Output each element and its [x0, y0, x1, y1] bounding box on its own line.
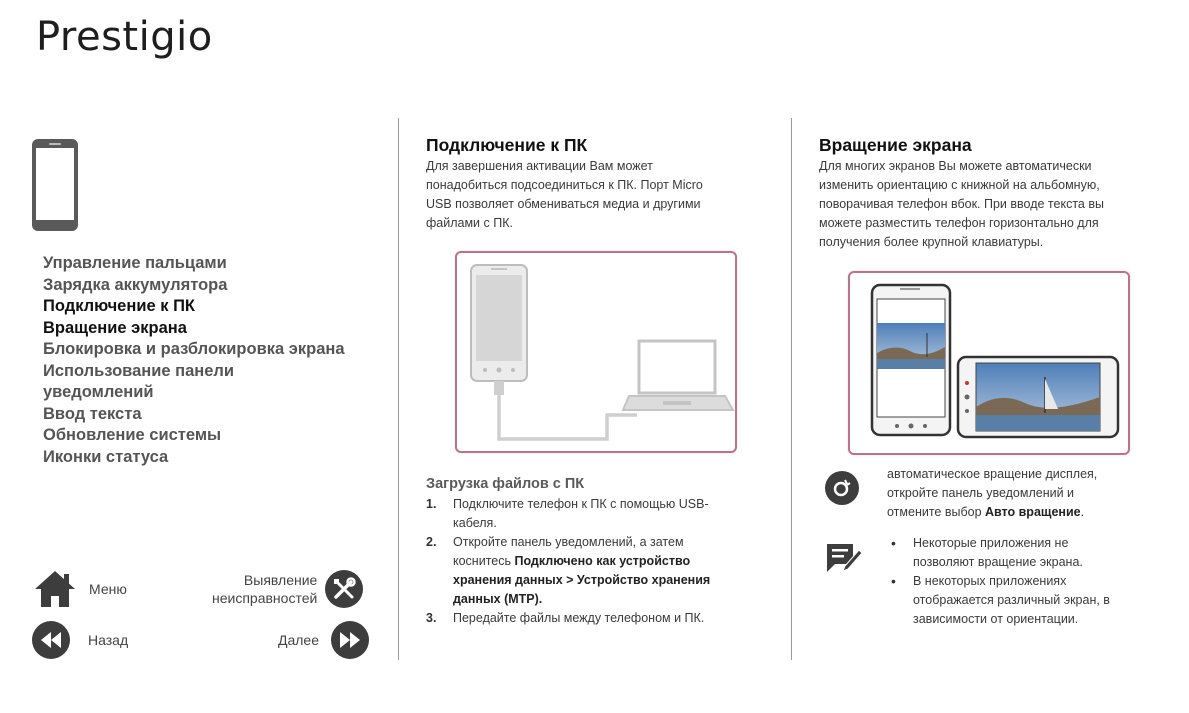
- phone-outline-icon: [30, 137, 80, 233]
- back-label: Назад: [88, 632, 129, 648]
- sidebar-item-pc-connection[interactable]: Подключение к ПК: [43, 297, 195, 315]
- note-pen-icon: [823, 536, 863, 576]
- next-label: Далее: [278, 632, 320, 648]
- sidebar-item-lock-unlock[interactable]: Блокировка и разблокировка экрана: [43, 340, 345, 358]
- back-button[interactable]: [32, 621, 128, 659]
- sidebar-item-screen-rotation[interactable]: Вращение экрана: [43, 318, 187, 337]
- pc-section-intro: Для завершения активации Вам может понадобиться подсоединиться к ПК. Порт Micro USB позволяет обмениваться медиа и другими файлами с ПК.: [426, 159, 703, 230]
- step-3: 3. Передайте файлы между телефоном и ПК.: [426, 611, 705, 625]
- sidebar-item-text-input[interactable]: Ввод текста: [43, 404, 142, 423]
- download-steps: [426, 495, 781, 628]
- rotating-phones-icon: [850, 273, 1128, 453]
- rotation-section-intro: Для многих экранов Вы можете автоматически изменить ориентацию с книжной на альбомную, поворачивая телефон вбок. При вводе текста вы можете разместить телефон горизонтально для получения более крупной клавиатуры.: [819, 159, 1104, 249]
- tools-icon: [325, 570, 363, 608]
- column-divider-left: [398, 118, 399, 660]
- sidebar-item-notification-panel-cont[interactable]: уведомлений: [43, 383, 154, 401]
- note-item: • В некоторых приложениях отображается различный экран, в зависимости от ориентации.: [888, 572, 1178, 629]
- brand-logo: Prestigio: [36, 14, 213, 60]
- sidebar-toc: [43, 253, 383, 468]
- phone-laptop-cable-icon: [457, 253, 735, 451]
- pc-connection-illustration: [455, 251, 737, 453]
- fast-forward-icon: [331, 621, 369, 659]
- rotation-notes: [888, 534, 1178, 629]
- sidebar-item-system-update[interactable]: Обновление системы: [43, 426, 222, 444]
- troubleshoot-label: Выявление неисправностей: [212, 572, 318, 606]
- menu-label: Меню: [89, 581, 127, 597]
- home-icon: [33, 569, 77, 609]
- sidebar-item-status-icons[interactable]: Иконки статуса: [43, 447, 169, 466]
- next-button[interactable]: [278, 621, 369, 659]
- rotate-tip-icon: [825, 471, 859, 505]
- download-section-title: Загрузка файлов с ПК: [426, 476, 585, 492]
- rewind-icon: [32, 621, 70, 659]
- rotation-tip: автоматическое вращение дисплея, откройте панель уведомлений и отмените выбор Авто вращение.: [887, 467, 1098, 519]
- step-1: 1. Подключите телефон к ПК с помощью USB- кабеля.: [426, 497, 709, 530]
- step-2: 2. Откройте панель уведомлений, а затем коснитесь Подключено как устройство хранения данных > Устройство хранения данных (MTP).: [426, 535, 711, 606]
- troubleshoot-button[interactable]: [212, 570, 363, 608]
- rotation-section-title: Вращение экрана: [819, 135, 972, 155]
- sidebar-item-gestures[interactable]: Управление пальцами: [43, 254, 227, 272]
- column-divider-right: [791, 118, 792, 660]
- sidebar-item-battery[interactable]: Зарядка аккумулятора: [43, 275, 228, 294]
- sidebar-item-notification-panel[interactable]: Использование панели: [43, 361, 235, 380]
- pc-section-title: Подключение к ПК: [426, 135, 588, 155]
- menu-button[interactable]: [33, 569, 127, 609]
- note-item: • Некоторые приложения не позволяют вращение экрана.: [888, 534, 1178, 572]
- rotation-illustration: [848, 271, 1130, 455]
